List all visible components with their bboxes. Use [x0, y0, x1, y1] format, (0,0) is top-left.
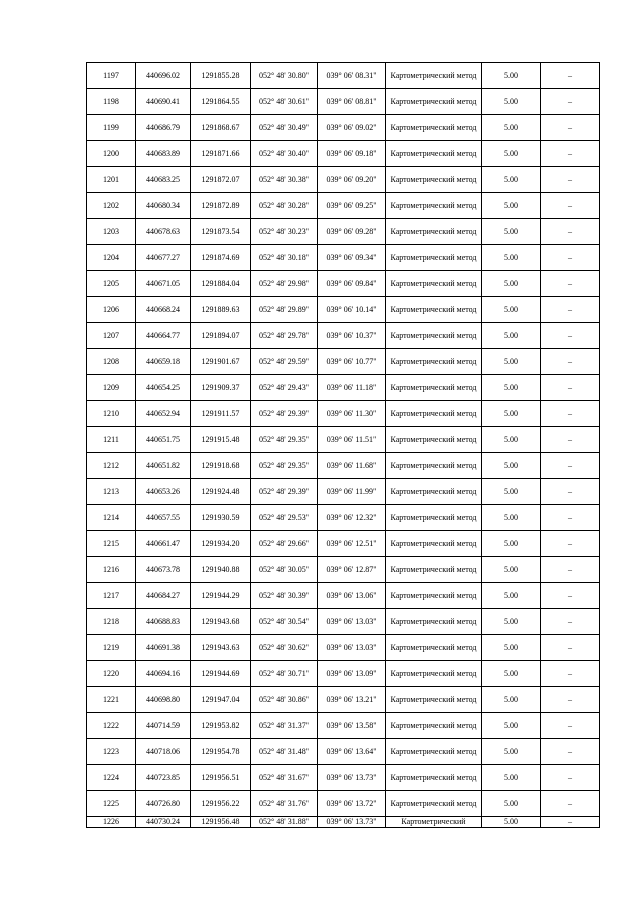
point-number-cell: 1213: [87, 479, 136, 505]
accuracy-cell: 5.00: [482, 791, 541, 817]
x-coordinate-cell: 440657.55: [136, 505, 191, 531]
y-coordinate-cell: 1291956.22: [191, 791, 251, 817]
accuracy-cell: 5.00: [482, 635, 541, 661]
description-cell: –: [541, 583, 600, 609]
y-coordinate-cell: 1291940.88: [191, 557, 251, 583]
x-coordinate-cell: 440694.16: [136, 661, 191, 687]
latitude-cell: 052° 48' 31.48": [251, 739, 318, 765]
description-cell: –: [541, 141, 600, 167]
method-cell: Картометрический метод: [386, 739, 482, 765]
description-cell: –: [541, 401, 600, 427]
y-coordinate-cell: 1291956.51: [191, 765, 251, 791]
longitude-cell: 039° 06' 11.18": [318, 375, 386, 401]
accuracy-cell: 5.00: [482, 63, 541, 89]
method-cell: Картометрический метод: [386, 63, 482, 89]
latitude-cell: 052° 48' 29.78": [251, 323, 318, 349]
y-coordinate-cell: 1291901.67: [191, 349, 251, 375]
table-row: [87, 635, 600, 661]
accuracy-cell: 5.00: [482, 765, 541, 791]
point-number-cell: 1203: [87, 219, 136, 245]
description-cell: –: [541, 427, 600, 453]
description-cell: –: [541, 531, 600, 557]
y-coordinate-cell: 1291924.48: [191, 479, 251, 505]
x-coordinate-cell: 440698.80: [136, 687, 191, 713]
point-number-cell: 1198: [87, 89, 136, 115]
longitude-cell: 039° 06' 09.20": [318, 167, 386, 193]
point-number-cell: 1208: [87, 349, 136, 375]
point-number-cell: 1201: [87, 167, 136, 193]
point-number-cell: 1225: [87, 791, 136, 817]
longitude-cell: 039° 06' 13.72": [318, 791, 386, 817]
latitude-cell: 052° 48' 30.54": [251, 609, 318, 635]
method-cell: Картометрический метод: [386, 89, 482, 115]
description-cell: –: [541, 661, 600, 687]
x-coordinate-cell: 440668.24: [136, 297, 191, 323]
latitude-cell: 052° 48' 30.28": [251, 193, 318, 219]
longitude-cell: 039° 06' 13.09": [318, 661, 386, 687]
x-coordinate-cell: 440691.38: [136, 635, 191, 661]
latitude-cell: 052° 48' 29.59": [251, 349, 318, 375]
x-coordinate-cell: 440680.34: [136, 193, 191, 219]
point-number-cell: 1219: [87, 635, 136, 661]
table-row: [87, 323, 600, 349]
table-row: [87, 427, 600, 453]
description-cell: –: [541, 245, 600, 271]
longitude-cell: 039° 06' 12.87": [318, 557, 386, 583]
latitude-cell: 052° 48' 30.71": [251, 661, 318, 687]
point-number-cell: 1214: [87, 505, 136, 531]
method-cell: Картометрический: [386, 817, 482, 828]
longitude-cell: 039° 06' 09.84": [318, 271, 386, 297]
y-coordinate-cell: 1291911.57: [191, 401, 251, 427]
table-row: [87, 219, 600, 245]
y-coordinate-cell: 1291943.63: [191, 635, 251, 661]
y-coordinate-cell: 1291871.66: [191, 141, 251, 167]
method-cell: Картометрический метод: [386, 193, 482, 219]
description-cell: –: [541, 63, 600, 89]
accuracy-cell: 5.00: [482, 739, 541, 765]
y-coordinate-cell: 1291943.68: [191, 609, 251, 635]
longitude-cell: 039° 06' 13.64": [318, 739, 386, 765]
method-cell: Картометрический метод: [386, 505, 482, 531]
longitude-cell: 039° 06' 09.18": [318, 141, 386, 167]
method-cell: Картометрический метод: [386, 531, 482, 557]
accuracy-cell: 5.00: [482, 323, 541, 349]
latitude-cell: 052° 48' 30.61": [251, 89, 318, 115]
y-coordinate-cell: 1291872.07: [191, 167, 251, 193]
table-row: [87, 583, 600, 609]
longitude-cell: 039° 06' 10.77": [318, 349, 386, 375]
accuracy-cell: 5.00: [482, 115, 541, 141]
y-coordinate-cell: 1291894.07: [191, 323, 251, 349]
latitude-cell: 052° 48' 30.23": [251, 219, 318, 245]
description-cell: –: [541, 817, 600, 828]
longitude-cell: 039° 06' 13.03": [318, 609, 386, 635]
longitude-cell: 039° 06' 09.28": [318, 219, 386, 245]
table-row: [87, 791, 600, 817]
longitude-cell: 039° 06' 11.99": [318, 479, 386, 505]
longitude-cell: 039° 06' 11.30": [318, 401, 386, 427]
x-coordinate-cell: 440696.02: [136, 63, 191, 89]
description-cell: –: [541, 193, 600, 219]
accuracy-cell: 5.00: [482, 713, 541, 739]
method-cell: Картометрический метод: [386, 687, 482, 713]
coordinates-table: [86, 62, 600, 828]
table-row: [87, 713, 600, 739]
y-coordinate-cell: 1291915.48: [191, 427, 251, 453]
description-cell: –: [541, 609, 600, 635]
point-number-cell: 1212: [87, 453, 136, 479]
x-coordinate-cell: 440654.25: [136, 375, 191, 401]
method-cell: Картометрический метод: [386, 401, 482, 427]
description-cell: –: [541, 323, 600, 349]
accuracy-cell: 5.00: [482, 453, 541, 479]
method-cell: Картометрический метод: [386, 427, 482, 453]
x-coordinate-cell: 440714.59: [136, 713, 191, 739]
point-number-cell: 1200: [87, 141, 136, 167]
longitude-cell: 039° 06' 11.51": [318, 427, 386, 453]
description-cell: –: [541, 557, 600, 583]
table-row: [87, 141, 600, 167]
point-number-cell: 1209: [87, 375, 136, 401]
y-coordinate-cell: 1291944.69: [191, 661, 251, 687]
table-row: [87, 245, 600, 271]
y-coordinate-cell: 1291874.69: [191, 245, 251, 271]
table-row: [87, 765, 600, 791]
point-number-cell: 1205: [87, 271, 136, 297]
accuracy-cell: 5.00: [482, 427, 541, 453]
latitude-cell: 052° 48' 29.89": [251, 297, 318, 323]
point-number-cell: 1224: [87, 765, 136, 791]
description-cell: –: [541, 635, 600, 661]
table-row: [87, 531, 600, 557]
latitude-cell: 052° 48' 31.67": [251, 765, 318, 791]
x-coordinate-cell: 440659.18: [136, 349, 191, 375]
longitude-cell: 039° 06' 13.21": [318, 687, 386, 713]
table-row: [87, 479, 600, 505]
x-coordinate-cell: 440726.80: [136, 791, 191, 817]
method-cell: Картометрический метод: [386, 271, 482, 297]
y-coordinate-cell: 1291944.29: [191, 583, 251, 609]
y-coordinate-cell: 1291934.20: [191, 531, 251, 557]
point-number-cell: 1199: [87, 115, 136, 141]
y-coordinate-cell: 1291884.04: [191, 271, 251, 297]
x-coordinate-cell: 440683.25: [136, 167, 191, 193]
accuracy-cell: 5.00: [482, 661, 541, 687]
point-number-cell: 1217: [87, 583, 136, 609]
y-coordinate-cell: 1291918.68: [191, 453, 251, 479]
accuracy-cell: 5.00: [482, 219, 541, 245]
description-cell: –: [541, 349, 600, 375]
accuracy-cell: 5.00: [482, 505, 541, 531]
point-number-cell: 1207: [87, 323, 136, 349]
point-number-cell: 1218: [87, 609, 136, 635]
latitude-cell: 052° 48' 30.62": [251, 635, 318, 661]
accuracy-cell: 5.00: [482, 479, 541, 505]
longitude-cell: 039° 06' 09.34": [318, 245, 386, 271]
accuracy-cell: 5.00: [482, 817, 541, 828]
method-cell: Картометрический метод: [386, 661, 482, 687]
method-cell: Картометрический метод: [386, 167, 482, 193]
description-cell: –: [541, 89, 600, 115]
table-row: [87, 115, 600, 141]
y-coordinate-cell: 1291947.04: [191, 687, 251, 713]
y-coordinate-cell: 1291930.59: [191, 505, 251, 531]
accuracy-cell: 5.00: [482, 401, 541, 427]
longitude-cell: 039° 06' 10.14": [318, 297, 386, 323]
accuracy-cell: 5.00: [482, 557, 541, 583]
latitude-cell: 052° 48' 30.80": [251, 63, 318, 89]
longitude-cell: 039° 06' 12.51": [318, 531, 386, 557]
table-row: [87, 505, 600, 531]
x-coordinate-cell: 440686.79: [136, 115, 191, 141]
method-cell: Картометрический метод: [386, 765, 482, 791]
y-coordinate-cell: 1291872.89: [191, 193, 251, 219]
y-coordinate-cell: 1291868.67: [191, 115, 251, 141]
description-cell: –: [541, 687, 600, 713]
method-cell: Картометрический метод: [386, 297, 482, 323]
accuracy-cell: 5.00: [482, 89, 541, 115]
table-row: [87, 609, 600, 635]
accuracy-cell: 5.00: [482, 271, 541, 297]
latitude-cell: 052° 48' 29.43": [251, 375, 318, 401]
point-number-cell: 1223: [87, 739, 136, 765]
method-cell: Картометрический метод: [386, 323, 482, 349]
table-row: [87, 193, 600, 219]
point-number-cell: 1211: [87, 427, 136, 453]
latitude-cell: 052° 48' 29.53": [251, 505, 318, 531]
method-cell: Картометрический метод: [386, 583, 482, 609]
table-row: [87, 739, 600, 765]
description-cell: –: [541, 375, 600, 401]
method-cell: Картометрический метод: [386, 219, 482, 245]
x-coordinate-cell: 440673.78: [136, 557, 191, 583]
method-cell: Картометрический метод: [386, 453, 482, 479]
x-coordinate-cell: 440661.47: [136, 531, 191, 557]
latitude-cell: 052° 48' 30.39": [251, 583, 318, 609]
description-cell: –: [541, 297, 600, 323]
latitude-cell: 052° 48' 30.86": [251, 687, 318, 713]
table-row: [87, 375, 600, 401]
description-cell: –: [541, 167, 600, 193]
longitude-cell: 039° 06' 08.31": [318, 63, 386, 89]
description-cell: –: [541, 219, 600, 245]
latitude-cell: 052° 48' 30.38": [251, 167, 318, 193]
point-number-cell: 1206: [87, 297, 136, 323]
latitude-cell: 052° 48' 29.35": [251, 453, 318, 479]
x-coordinate-cell: 440651.75: [136, 427, 191, 453]
latitude-cell: 052° 48' 30.18": [251, 245, 318, 271]
accuracy-cell: 5.00: [482, 531, 541, 557]
table-row: [87, 89, 600, 115]
table-row: [87, 167, 600, 193]
table-row: [87, 661, 600, 687]
method-cell: Картометрический метод: [386, 141, 482, 167]
x-coordinate-cell: 440688.83: [136, 609, 191, 635]
x-coordinate-cell: 440723.85: [136, 765, 191, 791]
longitude-cell: 039° 06' 11.68": [318, 453, 386, 479]
x-coordinate-cell: 440683.89: [136, 141, 191, 167]
longitude-cell: 039° 06' 08.81": [318, 89, 386, 115]
latitude-cell: 052° 48' 31.76": [251, 791, 318, 817]
table-row: [87, 687, 600, 713]
longitude-cell: 039° 06' 10.37": [318, 323, 386, 349]
accuracy-cell: 5.00: [482, 167, 541, 193]
latitude-cell: 052° 48' 29.98": [251, 271, 318, 297]
x-coordinate-cell: 440671.05: [136, 271, 191, 297]
description-cell: –: [541, 739, 600, 765]
point-number-cell: 1221: [87, 687, 136, 713]
method-cell: Картометрический метод: [386, 349, 482, 375]
latitude-cell: 052° 48' 30.05": [251, 557, 318, 583]
longitude-cell: 039° 06' 13.73": [318, 817, 386, 828]
point-number-cell: 1222: [87, 713, 136, 739]
latitude-cell: 052° 48' 29.35": [251, 427, 318, 453]
method-cell: Картометрический метод: [386, 635, 482, 661]
point-number-cell: 1216: [87, 557, 136, 583]
table-row: [87, 63, 600, 89]
y-coordinate-cell: 1291909.37: [191, 375, 251, 401]
x-coordinate-cell: 440730.24: [136, 817, 191, 828]
x-coordinate-cell: 440684.27: [136, 583, 191, 609]
longitude-cell: 039° 06' 13.03": [318, 635, 386, 661]
y-coordinate-cell: 1291956.48: [191, 817, 251, 828]
table-row: [87, 297, 600, 323]
longitude-cell: 039° 06' 09.02": [318, 115, 386, 141]
coordinates-table-page: [86, 62, 600, 828]
table-row: [87, 817, 600, 828]
y-coordinate-cell: 1291889.63: [191, 297, 251, 323]
accuracy-cell: 5.00: [482, 297, 541, 323]
description-cell: –: [541, 115, 600, 141]
latitude-cell: 052° 48' 30.49": [251, 115, 318, 141]
accuracy-cell: 5.00: [482, 687, 541, 713]
method-cell: Картометрический метод: [386, 609, 482, 635]
point-number-cell: 1197: [87, 63, 136, 89]
table-row: [87, 349, 600, 375]
x-coordinate-cell: 440664.77: [136, 323, 191, 349]
point-number-cell: 1215: [87, 531, 136, 557]
y-coordinate-cell: 1291873.54: [191, 219, 251, 245]
latitude-cell: 052° 48' 29.39": [251, 479, 318, 505]
y-coordinate-cell: 1291953.82: [191, 713, 251, 739]
x-coordinate-cell: 440652.94: [136, 401, 191, 427]
x-coordinate-cell: 440651.82: [136, 453, 191, 479]
x-coordinate-cell: 440653.26: [136, 479, 191, 505]
table-row: [87, 453, 600, 479]
y-coordinate-cell: 1291855.28: [191, 63, 251, 89]
method-cell: Картометрический метод: [386, 791, 482, 817]
latitude-cell: 052° 48' 31.88": [251, 817, 318, 828]
method-cell: Картометрический метод: [386, 245, 482, 271]
method-cell: Картометрический метод: [386, 713, 482, 739]
longitude-cell: 039° 06' 13.73": [318, 765, 386, 791]
method-cell: Картометрический метод: [386, 557, 482, 583]
table-row: [87, 271, 600, 297]
longitude-cell: 039° 06' 13.06": [318, 583, 386, 609]
latitude-cell: 052° 48' 29.39": [251, 401, 318, 427]
point-number-cell: 1226: [87, 817, 136, 828]
latitude-cell: 052° 48' 30.40": [251, 141, 318, 167]
point-number-cell: 1220: [87, 661, 136, 687]
point-number-cell: 1210: [87, 401, 136, 427]
accuracy-cell: 5.00: [482, 609, 541, 635]
description-cell: –: [541, 453, 600, 479]
y-coordinate-cell: 1291954.78: [191, 739, 251, 765]
method-cell: Картометрический метод: [386, 375, 482, 401]
description-cell: –: [541, 505, 600, 531]
accuracy-cell: 5.00: [482, 375, 541, 401]
x-coordinate-cell: 440677.27: [136, 245, 191, 271]
description-cell: –: [541, 713, 600, 739]
latitude-cell: 052° 48' 29.66": [251, 531, 318, 557]
table-row: [87, 557, 600, 583]
table-body: [87, 63, 600, 828]
table-row: [87, 401, 600, 427]
accuracy-cell: 5.00: [482, 583, 541, 609]
description-cell: –: [541, 479, 600, 505]
x-coordinate-cell: 440690.41: [136, 89, 191, 115]
latitude-cell: 052° 48' 31.37": [251, 713, 318, 739]
description-cell: –: [541, 791, 600, 817]
description-cell: –: [541, 765, 600, 791]
accuracy-cell: 5.00: [482, 349, 541, 375]
accuracy-cell: 5.00: [482, 141, 541, 167]
method-cell: Картометрический метод: [386, 479, 482, 505]
longitude-cell: 039° 06' 13.58": [318, 713, 386, 739]
accuracy-cell: 5.00: [482, 193, 541, 219]
y-coordinate-cell: 1291864.55: [191, 89, 251, 115]
method-cell: Картометрический метод: [386, 115, 482, 141]
point-number-cell: 1202: [87, 193, 136, 219]
accuracy-cell: 5.00: [482, 245, 541, 271]
x-coordinate-cell: 440678.63: [136, 219, 191, 245]
longitude-cell: 039° 06' 09.25": [318, 193, 386, 219]
longitude-cell: 039° 06' 12.32": [318, 505, 386, 531]
point-number-cell: 1204: [87, 245, 136, 271]
description-cell: –: [541, 271, 600, 297]
x-coordinate-cell: 440718.06: [136, 739, 191, 765]
